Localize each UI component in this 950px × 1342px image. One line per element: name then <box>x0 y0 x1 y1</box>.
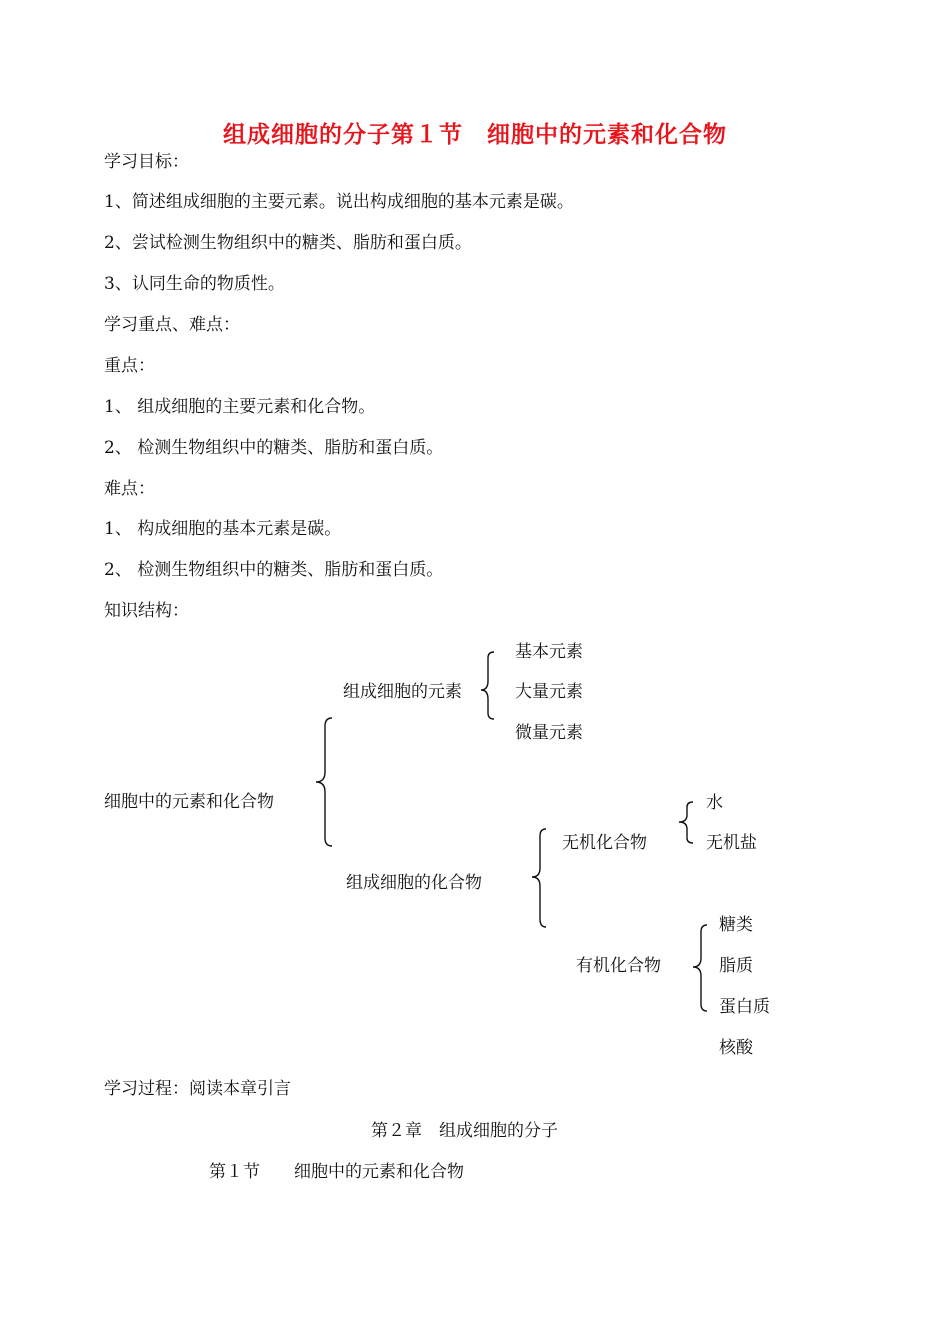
difficulty-item-1: 1、 构成细胞的基本元素是碳。 <box>104 519 342 539</box>
objective-item-3: 3、认同生命的物质性。 <box>104 274 285 294</box>
organic-nucleic-acid: 核酸 <box>719 1038 753 1058</box>
inorganic-salt: 无机盐 <box>706 833 757 853</box>
organic-brace <box>693 925 707 1011</box>
chapter-heading: 第２章 组成细胞的分子 <box>371 1121 558 1141</box>
difficulty-heading: 难点： <box>104 479 155 499</box>
compounds-brace <box>532 829 546 927</box>
key-points-heading: 学习重点、难点： <box>104 315 240 335</box>
organic-protein: 蛋白质 <box>719 997 770 1017</box>
structure-root: 细胞中的元素和化合物 <box>104 792 274 812</box>
inorganic-brace <box>679 802 693 843</box>
elements-brace <box>481 652 494 719</box>
section-heading: 第１节 细胞中的元素和化合物 <box>209 1162 464 1182</box>
elements-label: 组成细胞的元素 <box>343 682 462 702</box>
organic-label: 有机化合物 <box>576 956 661 976</box>
page-title: 组成细胞的分子第１节 细胞中的元素和化合物 <box>223 121 727 148</box>
objectives-heading: 学习目标： <box>104 152 189 172</box>
structure-heading: 知识结构： <box>104 601 189 621</box>
focus-heading: 重点： <box>104 356 155 376</box>
element-major: 大量元素 <box>515 682 583 702</box>
element-basic: 基本元素 <box>515 642 583 662</box>
element-trace: 微量元素 <box>515 723 583 743</box>
process-heading: 学习过程：阅读本章引言 <box>104 1079 291 1099</box>
focus-item-2: 2、 检测生物组织中的糖类、脂肪和蛋白质。 <box>104 438 444 458</box>
root-brace <box>316 718 332 846</box>
organic-lipid: 脂质 <box>719 956 753 976</box>
objective-item-1: 1、简述组成细胞的主要元素。说出构成细胞的基本元素是碳。 <box>104 192 574 212</box>
difficulty-item-2: 2、 检测生物组织中的糖类、脂肪和蛋白质。 <box>104 560 444 580</box>
organic-sugar: 糖类 <box>719 915 753 935</box>
objective-item-2: 2、尝试检测生物组织中的糖类、脂肪和蛋白质。 <box>104 233 472 253</box>
inorganic-water: 水 <box>706 793 723 813</box>
focus-item-1: 1、 组成细胞的主要元素和化合物。 <box>104 397 376 417</box>
compounds-label: 组成细胞的化合物 <box>346 873 482 893</box>
inorganic-label: 无机化合物 <box>562 833 647 853</box>
